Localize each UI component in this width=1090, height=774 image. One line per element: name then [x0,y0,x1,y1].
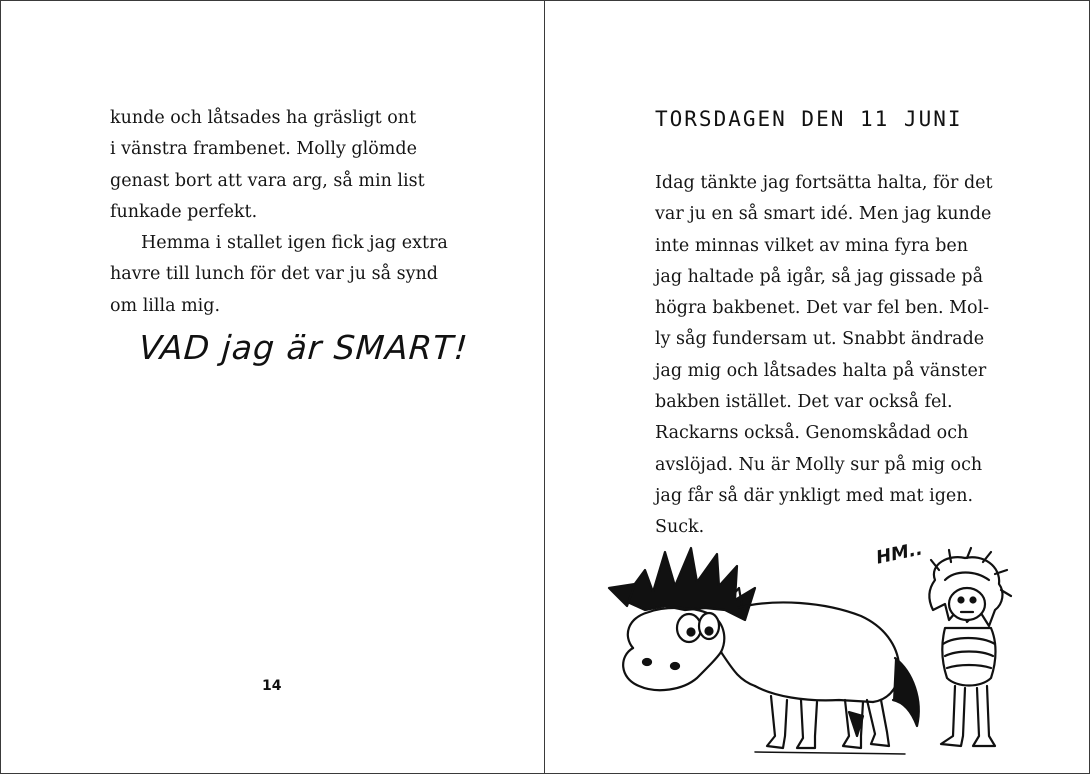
text-line: Rackarns också. Genomskådad och [655,423,969,444]
text-line: högra bakbenet. Det var fel ben. Mol- [655,298,990,319]
pony-and-girl-illustration [605,540,1025,764]
left-page [0,0,544,774]
page-number: 14 [262,678,282,694]
text-line: ly såg fundersam ut. Snabbt ändrade [655,329,985,350]
text-line: var ju en så smart idé. Men jag kunde [655,204,992,225]
pony-drawing [609,548,919,754]
text-line: Hemma i stallet igen fick jag extra [141,233,448,254]
text-line: jag får så där ynkligt med mat igen. [655,485,974,506]
speech-caption: HM.. [874,538,925,569]
text-line: Idag tänkte jag fortsätta halta, för det [655,173,993,193]
left-page-text [110,103,448,322]
text-line: funkade perfekt. [110,201,258,222]
text-line: jag haltade på igår, så jag gissade på [655,266,984,287]
diary-date-heading: TORSDAGEN DEN 11 JUNI [655,107,963,131]
right-page-text [655,168,993,544]
text-line: bakben istället. Det var också fel. [655,392,953,413]
text-line: i vänstra frambenet. Molly glömde [110,139,417,160]
text-line: havre till lunch för det var ju så synd [110,264,438,285]
girl-drawing [929,548,1011,746]
text-line: avslöjad. Nu är Molly sur på mig och [655,454,983,475]
text-line: kunde och låtsades ha gräsligt ont [110,108,417,128]
text-line: inte minnas vilket av mina fyra ben [655,235,969,256]
text-line: Suck. [655,517,705,538]
text-line: om lilla mig. [110,295,221,316]
text-line: jag mig och låtsades halta på vänster [655,360,987,381]
right-page [545,0,1090,774]
handwritten-exclamation: VAD jag är SMART! [137,328,470,367]
text-line: genast bort att vara arg, så min list [110,170,425,191]
